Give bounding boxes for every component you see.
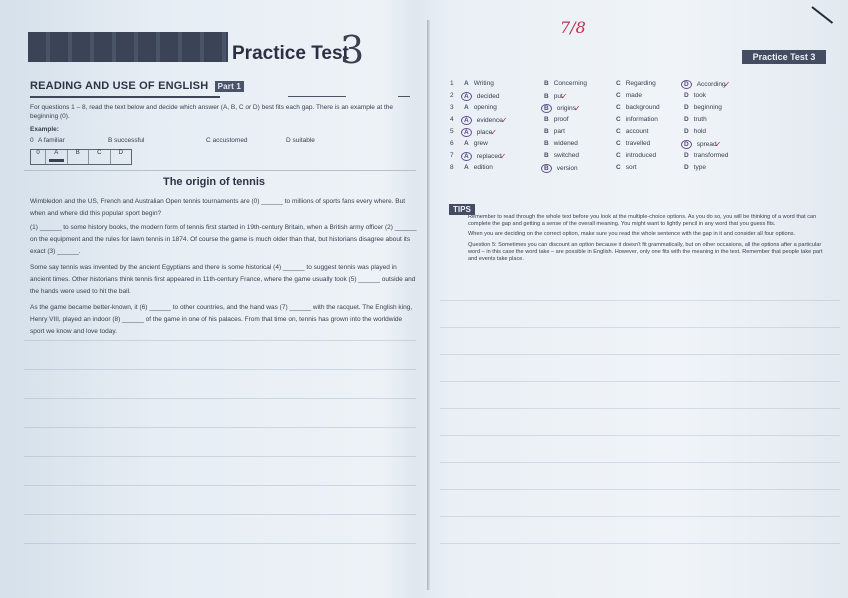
example-answer-grid	[30, 149, 132, 165]
tip-2: When you are deciding on the correct option, make sure you read the whole sentence with the gap in it and consider all four options.	[468, 231, 796, 238]
section-rule	[30, 96, 220, 98]
option-a[interactable]	[464, 164, 493, 171]
tips-badge: TIPS	[449, 204, 475, 215]
section-rule-dash	[398, 96, 410, 97]
question-number: 8	[450, 164, 454, 171]
option-c[interactable]	[616, 92, 642, 99]
option-letter: C	[616, 104, 621, 111]
question-number: 2	[450, 92, 454, 99]
option-a[interactable]	[464, 128, 497, 137]
option-text: put	[553, 93, 563, 100]
tip-3: Question 5: Sometimes you can discount an option because it doesn't fit grammatically, but on other occasions, all the options after a particular word – in this case the word take – are possible in English. However, only one fits with the meaning in the text. Remember that people take part and events take place.	[468, 241, 823, 263]
option-letter: B	[544, 152, 549, 159]
question-row	[450, 164, 750, 176]
option-text: evidence	[476, 117, 503, 124]
question-number: 3	[450, 104, 454, 111]
option-text: Concerning	[553, 80, 587, 87]
example-option-d: D suitable	[286, 137, 315, 144]
option-a[interactable]	[464, 140, 488, 147]
option-text: Writing	[473, 80, 494, 87]
option-text: origins	[556, 105, 576, 112]
circled-option-letter: A	[461, 152, 472, 161]
check-mark-icon: ✓	[560, 92, 568, 101]
option-letter: A	[464, 80, 469, 87]
option-letter: B	[544, 93, 549, 100]
handwritten-score: 7/8	[560, 18, 586, 37]
option-text: replaced	[476, 153, 502, 160]
paragraph-3: Some say tennis was invented by the ancient Egyptians and there is some historical (4) ______ to suggest tennis was played in ancient times. Other historians think tennis first appeared in 11th-century France, where the game usually took (5) ______ outside and the hands were used to hit the ball.	[30, 264, 416, 295]
option-letter: C	[616, 140, 621, 147]
question-row	[450, 128, 750, 140]
option-a[interactable]	[464, 92, 499, 101]
option-b[interactable]	[544, 140, 578, 147]
option-letter: A	[464, 104, 469, 111]
option-letter: B	[544, 80, 549, 87]
answer-grid-number: 0	[31, 150, 46, 164]
option-text: spread	[696, 141, 717, 148]
option-letter: C	[616, 116, 621, 123]
answer-grid-b: B	[68, 150, 90, 164]
option-b[interactable]	[544, 128, 565, 135]
option-text: proof	[553, 116, 569, 123]
question-number: 7	[450, 152, 454, 159]
question-row	[450, 80, 750, 92]
example-option-c: C accustomed	[206, 137, 248, 144]
question-row	[450, 116, 750, 128]
circled-option-letter: A	[461, 128, 472, 137]
option-letter: D	[684, 128, 689, 135]
section-rule-short	[288, 96, 346, 97]
option-text: place	[476, 129, 493, 136]
option-a[interactable]	[464, 80, 494, 87]
divider	[24, 170, 416, 171]
option-text: background	[625, 104, 660, 111]
option-letter: B	[544, 128, 549, 135]
option-text: made	[625, 92, 642, 99]
option-text: opening	[473, 104, 497, 111]
check-mark-icon: ✓	[499, 152, 507, 161]
instructions: For questions 1 – 8, read the text below and decide which answer (A, B, C or D) best fits each gap. There is an example at the beginning (0).	[30, 104, 393, 120]
option-a[interactable]	[464, 104, 497, 111]
option-d[interactable]	[684, 152, 728, 159]
reading-title: The origin of tennis	[162, 176, 266, 188]
option-text: took	[693, 92, 706, 99]
option-text: hold	[693, 128, 706, 135]
question-number: 6	[450, 140, 454, 147]
option-d[interactable]	[684, 128, 706, 135]
option-b[interactable]	[544, 80, 587, 87]
header-pattern-bar	[28, 32, 228, 62]
option-c[interactable]	[616, 140, 650, 147]
practice-test-number: 3	[340, 28, 365, 72]
option-letter: B	[544, 116, 549, 123]
check-mark-icon: ✓	[573, 104, 581, 113]
option-text: grew	[473, 140, 488, 147]
tips-box	[468, 214, 826, 266]
question-number: 4	[450, 116, 454, 123]
option-text: truth	[693, 116, 707, 123]
option-text: introduced	[625, 152, 657, 159]
option-letter: D	[684, 92, 689, 99]
check-mark-icon: ✓	[490, 128, 497, 137]
option-text: beginning	[693, 104, 722, 111]
paragraph-1: Wimbledon and the US, French and Australian Open tennis tournaments are (0) ______ to millions of sports fans every where. But when and where did this popular sport begin?	[30, 198, 406, 217]
question-number: 5	[450, 128, 454, 135]
option-letter: A	[464, 164, 469, 171]
paragraph-2: (1) ______ to some history books, the modern form of tennis first started in 19th-century Britain, when a British army officer (2) ______ on the equipment and the rules for lawn tennis in 1874. Of course the game is much older than that, but historians disagree about its exact (3) ______.	[30, 224, 417, 255]
option-text: sort	[625, 164, 637, 171]
answer-grid-a: A	[46, 150, 68, 164]
option-text: switched	[553, 152, 579, 159]
circled-option-letter: D	[681, 80, 692, 89]
question-number: 1	[450, 80, 454, 87]
option-letter: D	[684, 152, 689, 159]
tip-1: Remember to read through the whole text before you look at the multiple-choice options. As you do so, you will be thinking of a word that can complete the gap and getting a sense of the overall meaning. You might want to lightly pencil in any word that you guess fits.	[468, 214, 817, 228]
section-title-text: READING AND USE OF ENGLISH	[30, 80, 209, 92]
option-c[interactable]	[616, 164, 637, 171]
option-letter: C	[616, 128, 621, 135]
option-text: information	[625, 116, 658, 123]
option-b[interactable]	[544, 116, 569, 123]
circled-option-letter: B	[541, 164, 552, 173]
check-mark-icon: ✓	[714, 140, 722, 149]
option-d[interactable]	[684, 80, 730, 89]
answer-grid-c: C	[89, 150, 111, 164]
blank-lines	[24, 340, 416, 580]
option-a[interactable]	[464, 152, 506, 161]
question-row	[450, 140, 750, 152]
option-d[interactable]	[684, 116, 707, 123]
paragraph-4: As the game became better-known, it (6) ______ to other countries, and the hand was (7) ______ with the racquet. The English king, Henry VIII, played an indoor (8) ______ of the game in one of his palaces. From that time on, tennis has grown into the worldwide sport we know and love today.	[30, 304, 413, 335]
option-text: According	[696, 81, 726, 88]
option-text: edition	[473, 164, 493, 171]
example-number: 0	[30, 137, 34, 144]
option-letter: B	[544, 140, 549, 147]
option-b[interactable]	[544, 92, 567, 101]
option-c[interactable]	[616, 116, 658, 123]
option-text: part	[553, 128, 565, 135]
option-letter: C	[616, 152, 621, 159]
question-row	[450, 92, 750, 104]
example-label: Example:	[30, 126, 59, 133]
option-text: type	[693, 164, 706, 171]
practice-test-tab: Practice Test 3	[742, 50, 826, 64]
option-letter: D	[684, 116, 689, 123]
option-text: account	[625, 128, 649, 135]
check-mark-icon: ✓	[500, 116, 508, 125]
option-b[interactable]	[544, 104, 581, 113]
option-d[interactable]	[684, 92, 706, 99]
question-row	[450, 152, 750, 164]
question-row	[450, 104, 750, 116]
option-d[interactable]	[684, 164, 706, 171]
option-text: Regarding	[625, 80, 656, 87]
option-letter: C	[616, 92, 621, 99]
option-d[interactable]	[684, 140, 721, 149]
option-c[interactable]	[616, 128, 648, 135]
option-letter: D	[684, 104, 689, 111]
option-c[interactable]	[616, 80, 656, 87]
option-d[interactable]	[684, 104, 722, 111]
option-a[interactable]	[464, 116, 507, 125]
circled-option-letter: D	[681, 140, 692, 149]
answer-options-list	[450, 80, 750, 176]
example-option-b: B successful	[108, 137, 145, 144]
example-option-a: A familiar	[38, 137, 65, 144]
practice-test-title: Practice Test	[232, 43, 349, 64]
circled-option-letter: A	[461, 116, 472, 125]
option-letter: C	[616, 164, 621, 171]
option-text: decided	[476, 93, 500, 100]
circled-option-letter: B	[541, 104, 552, 113]
option-letter: C	[616, 80, 621, 87]
part-badge: Part 1	[215, 81, 244, 92]
option-text: transformed	[693, 152, 729, 159]
option-text: version	[556, 165, 578, 172]
option-b[interactable]	[544, 152, 579, 159]
section-title	[30, 80, 244, 92]
option-letter: D	[684, 164, 689, 171]
check-mark-icon: ✓	[723, 80, 731, 89]
option-c[interactable]	[616, 152, 656, 159]
option-text: widened	[553, 140, 578, 147]
option-b[interactable]	[544, 164, 578, 173]
option-c[interactable]	[616, 104, 660, 111]
option-letter: A	[464, 140, 469, 147]
circled-option-letter: A	[461, 92, 472, 101]
answer-grid-d: D	[118, 150, 123, 156]
option-text: travelled	[625, 140, 651, 147]
right-blank-lines	[440, 300, 840, 580]
